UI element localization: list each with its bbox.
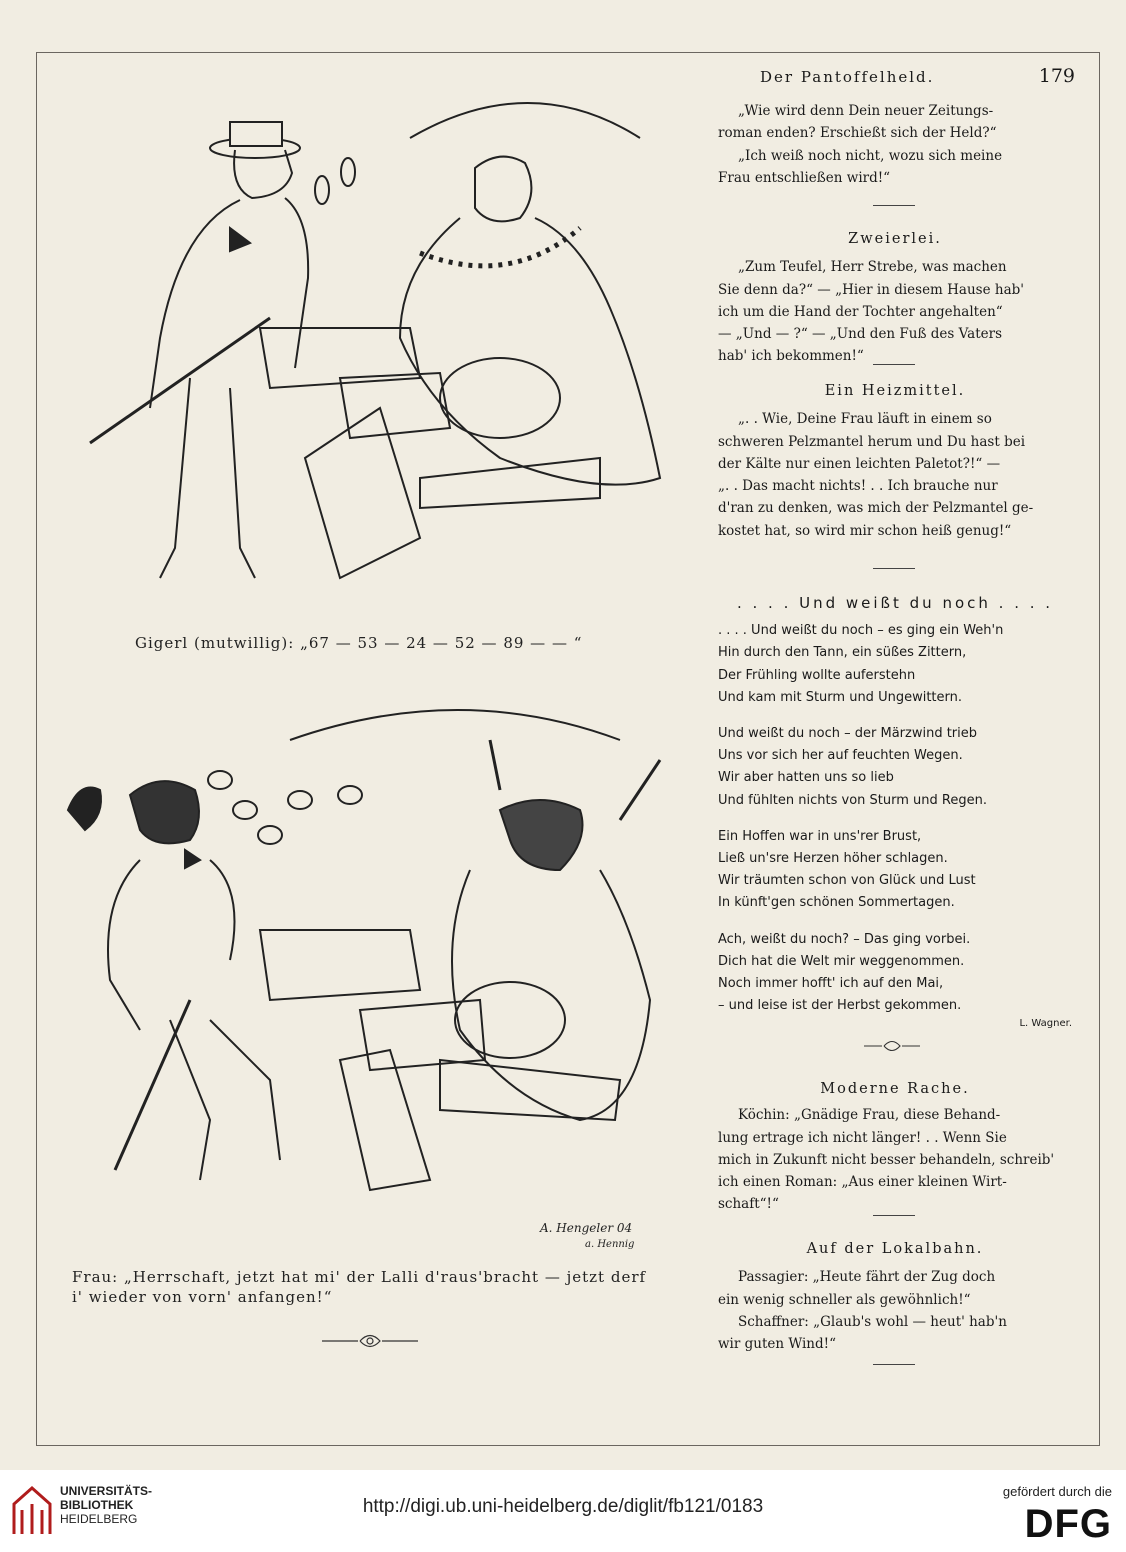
text-line: roman enden? Erschießt sich der Held?“ — [718, 125, 997, 142]
text-line: Frau entschließen wird!“ — [718, 169, 891, 186]
umbrella-rib — [290, 710, 620, 740]
illustration-bottom — [60, 700, 710, 1255]
text-line: „Ich weiß noch nicht, wozu sich meine — [738, 147, 1003, 164]
woman-head — [500, 800, 583, 870]
text-line: „. . Das macht nichts! . . Ich brauche nur — [718, 478, 998, 495]
page-number: 179 — [1038, 65, 1075, 87]
section-zweierlei — [718, 228, 1072, 368]
rule-divider — [873, 1215, 915, 1216]
rule-divider — [873, 205, 915, 206]
library-line: UNIVERSITÄTS- — [60, 1484, 153, 1498]
poem-line: Ein Hoffen war in uns'rer Brust, — [718, 828, 922, 844]
artist-signature: A. Hengeler 04 — [540, 1221, 633, 1235]
section-title: Moderne Rache. — [820, 1081, 970, 1097]
footer-bar — [0, 1470, 1126, 1552]
poem-line: Noch immer hofft' ich auf den Mai, — [718, 976, 944, 992]
ornament-divider — [320, 1328, 420, 1354]
text-line: Passagier: „Heute fährt der Zug doch — [738, 1269, 996, 1286]
text-line: „Wie wird denn Dein neuer Zeitungs- — [738, 103, 994, 119]
egg-flying — [315, 176, 329, 204]
poem-line: Ließ un'sre Herzen höher schlagen. — [718, 851, 948, 867]
text-line: Schaffner: „Glaub's wohl — heut' hab'n — [738, 1313, 1007, 1330]
gigerl-bowtie — [230, 228, 250, 251]
text-line: ein wenig schneller als gewöhnlich!“ — [718, 1291, 971, 1308]
poem-author: L. Wagner. — [1019, 1018, 1072, 1030]
egg-flying — [338, 786, 362, 804]
egg-flying — [341, 158, 355, 186]
gigerl-legs — [160, 378, 255, 578]
section-rache — [718, 1078, 1072, 1216]
text-line: mich in Zukunft nicht besser behandeln, schreib' — [718, 1151, 1055, 1168]
poem-line: Uns vor sich her auf feuchten Wegen. — [718, 748, 963, 764]
header-title: Der Pantoffelheld. — [760, 68, 935, 86]
section-heizmittel — [718, 380, 1072, 542]
caption-bottom-line: Frau: „Herrschaft, jetzt hat mi' der Lalli d'raus'bracht — jetzt derf — [72, 1268, 647, 1286]
section-poem — [718, 592, 1072, 1031]
poem-line: Ach, weißt du noch? – Das ging vorbei. — [718, 931, 971, 947]
boater-hat-crown — [230, 122, 282, 146]
poem-line: Wir aber hatten uns so lieb — [718, 770, 894, 786]
text-line: schaft“!“ — [718, 1196, 779, 1213]
text-line: lung ertrage ich nicht länger! . . Wenn Sie — [718, 1129, 1007, 1146]
funded-by-label: gefördert durch die — [1002, 1484, 1112, 1499]
library-line: BIBLIOTHEK — [60, 1498, 134, 1512]
dfg-logo: DFG — [1024, 1502, 1112, 1546]
rule-divider — [873, 364, 915, 365]
poem-line: . . . . Und weißt du noch – es ging ein Weh'n — [718, 623, 1004, 639]
falling-hat — [68, 788, 101, 831]
text-line: „. . Wie, Deine Frau läuft in einem so — [738, 411, 992, 428]
text-line: ich einen Roman: „Aus einer kleinen Wirt- — [718, 1174, 1007, 1191]
poem-line: Hin durch den Tann, ein süßes Zittern, — [718, 645, 967, 661]
poem-line: Und kam mit Sturm und Ungewittern. — [718, 689, 962, 705]
egg-flying — [288, 791, 312, 809]
section-title: Ein Heizmittel. — [824, 383, 966, 399]
text-line: der Kälte nur einen leichten Paletot?!“ — — [718, 455, 1001, 472]
umbrella-rib — [410, 103, 640, 138]
poem-line: Wir träumten schon von Glück und Lust — [718, 873, 976, 889]
gigerl-head — [130, 781, 199, 843]
text-line: ich um die Hand der Tochter angehalten“ — [718, 303, 1003, 320]
caption-bottom — [72, 1267, 712, 1307]
section-title: Auf der Lokalbahn. — [806, 1241, 984, 1257]
egg-flying — [233, 801, 257, 819]
caption-bottom-line: i' wieder von vorn' anfangen!“ — [72, 1288, 333, 1306]
egg-crate — [260, 930, 420, 1000]
artist-signature-2: a. Hennig — [585, 1239, 635, 1250]
egg-basket — [455, 982, 565, 1058]
text-line: hab' ich bekommen!“ — [718, 348, 864, 365]
ornament-divider — [862, 1036, 922, 1056]
illustration-top — [80, 78, 700, 623]
text-line: d'ran zu denken, was mich der Pelzmantel ge- — [718, 500, 1034, 517]
walking-cane — [115, 1000, 190, 1170]
market-bench — [420, 458, 600, 508]
market-bench — [440, 1060, 620, 1120]
section-pantoffelheld — [718, 100, 1072, 189]
egg-flying — [208, 771, 232, 789]
gigerl-legs — [170, 1020, 280, 1180]
source-url-link[interactable]: http://digi.ub.uni-heidelberg.de/diglit/fb121/0183 — [362, 1496, 764, 1517]
leaning-crate-lid — [340, 1050, 430, 1190]
woman-head — [475, 157, 531, 222]
section-title: Zweierlei. — [848, 231, 942, 247]
poem-title: . . . . Und weißt du noch . . . . — [736, 594, 1054, 612]
section-lokalbahn — [718, 1238, 1072, 1355]
egg-basket — [440, 358, 560, 438]
poem-line: Und weißt du noch – der Märzwind trieb — [718, 726, 978, 742]
walking-cane — [90, 318, 270, 443]
text-line: „Zum Teufel, Herr Strebe, was machen — [738, 259, 1007, 276]
poem-line: Dich hat die Welt mir weggenommen. — [718, 953, 965, 969]
gigerl-bowtie — [185, 850, 200, 868]
text-line: — „Und — ?“ — „Und den Fuß des Vaters — [718, 326, 1002, 343]
running-header — [760, 65, 1075, 87]
poem-line: – und leise ist der Herbst gekommen. — [718, 998, 962, 1014]
library-line: HEIDELBERG — [60, 1512, 138, 1526]
rule-divider — [873, 1364, 915, 1365]
egg-flying — [258, 826, 282, 844]
text-line: kostet hat, so wird mir schon heiß genug!“ — [718, 522, 1012, 539]
poem-line: Der Frühling wollte auferstehn — [718, 667, 916, 683]
text-line: schweren Pelzmantel herum und Du hast bei — [718, 433, 1026, 450]
poem-line: Und fühlten nichts von Sturm und Regen. — [718, 792, 987, 808]
text-line: Sie denn da?“ — „Hier in diesem Hause hab' — [718, 281, 1024, 298]
text-line: wir guten Wind!“ — [718, 1336, 836, 1353]
text-line: Köchin: „Gnädige Frau, diese Behand- — [738, 1107, 1001, 1124]
rule-divider — [873, 568, 915, 569]
small-crate — [360, 1000, 485, 1070]
caption-top: Gigerl (mutwillig): „67 — 53 — 24 — 52 — 89 — — “ — [135, 634, 583, 652]
poem-line: In künft'gen schönen Sommertagen. — [718, 895, 955, 911]
gigerl-coat — [108, 860, 235, 1030]
